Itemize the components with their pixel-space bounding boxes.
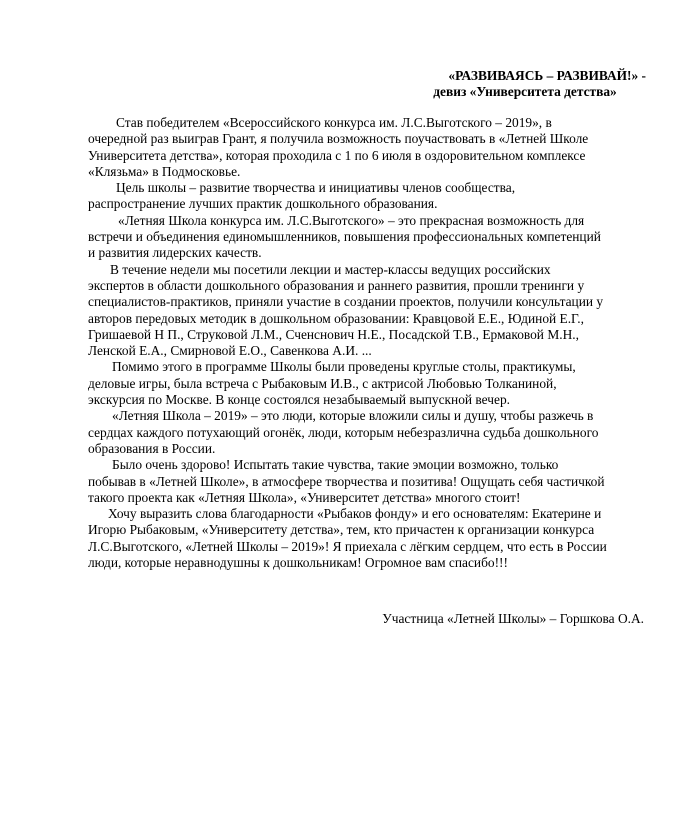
paragraph-3 [88, 213, 648, 262]
paragraph-line: экспертов в области дошкольного образования и раннего развития, прошли тренинги у [88, 277, 585, 293]
paragraph-line: Университета детства», которая проходила с 1 по 6 июля в оздоровительном комплексе [88, 147, 586, 163]
paragraph-line: Было очень здорово! Испытать такие чувства, такие эмоции возможно, только [112, 457, 559, 473]
paragraph-line: сердцах каждого потухающий огонёк, люди, которым небезразлична судьба дошкольного [88, 424, 599, 440]
paragraph-5 [88, 359, 648, 408]
paragraph-line: В течение недели мы посетили лекции и мастер-классы ведущих российских [110, 261, 551, 277]
paragraph-8 [88, 506, 648, 571]
paragraph-7 [88, 457, 648, 506]
paragraph-line: авторов передовых методик в дошкольном образовании: Кравцовой Е.Е., Юдиной Е.Г., [88, 310, 584, 326]
paragraph-line: Ленской Е.А., Смирновой Е.О., Савенкова А.И. ... [88, 343, 372, 359]
paragraph-line: и развития лидерских качеств. [88, 245, 262, 261]
paragraph-line: Цель школы – развитие творчества и инициативы членов сообщества, [116, 180, 516, 196]
paragraph-line: побывав в «Летней Школе», в атмосфере творчества и позитива! Ощущать себя частичкой [88, 473, 605, 489]
paragraph-line: специалистов-практиков, приняли участие в создании проектов, получили консультации у [88, 294, 604, 310]
motto-heading [400, 68, 650, 100]
paragraph-4 [88, 262, 648, 360]
paragraph-line: люди, которые неравнодушны к дошкольникам! Огромное вам спасибо!!! [88, 555, 508, 571]
paragraph-line: распространение лучших практик дошкольного образования. [88, 196, 438, 212]
signature-line: Участница «Летней Школы» – Горшкова О.А. [382, 611, 644, 626]
paragraph-line: деловые игры, была встреча с Рыбаковым И.В., с актрисой Любовью Толканиной, [88, 375, 557, 391]
motto-line-1: «РАЗВИВАЯСЬ – РАЗВИВАЙ!» - [448, 68, 646, 83]
paragraph-line: «Летняя Школа – 2019» – это люди, которые вложили силы и душу, чтобы разжечь в [112, 408, 594, 424]
letter-body [88, 115, 648, 571]
paragraph-line: встречи и объединения единомышленников, повышения профессиональных компетенций [88, 229, 601, 245]
paragraph-line: экскурсия по Москве. В конце состоялся незабываемый выпускной вечер. [88, 392, 510, 408]
motto-line-2: девиз «Университета детства» [433, 84, 617, 99]
paragraph-line: Игорю Рыбаковым, «Университету детства», тем, кто причастен к организации конкурса [88, 522, 595, 538]
paragraph-line: Став победителем «Всероссийского конкурса им. Л.С.Выготского – 2019», в [116, 115, 552, 130]
paragraph-line: Хочу выразить слова благодарности «Рыбаков фонду» и его основателям: Екатерине и [108, 506, 602, 522]
paragraph-line: «Клязьма» в Подмосковье. [88, 163, 241, 179]
paragraph-line: Помимо этого в программе Школы были проведены круглые столы, практикумы, [112, 359, 576, 375]
paragraph-line: Гришаевой Н П., Струковой Л.М., Сченснович Н.Е., Посадской Т.В., Ермаковой М.Н., [88, 326, 579, 342]
paragraph-line: такого проекта как «Летняя Школа», «Университет детства» многого стоит! [88, 489, 521, 505]
paragraph-6 [88, 408, 648, 457]
paragraph-line: Л.С.Выготского, «Летней Школы – 2019»! Я приехала с лёгким сердцем, что есть в России [88, 538, 607, 554]
paragraph-1 [88, 115, 648, 180]
paragraph-line: очередной раз выиграв Грант, я получила возможность поучаствовать в «Летней Школе [88, 131, 589, 147]
paragraph-line: образования в России. [88, 440, 216, 456]
paragraph-2 [88, 180, 648, 213]
paragraph-line: «Летняя Школа конкурса им. Л.С.Выготского» – это прекрасная возможность для [118, 212, 585, 228]
